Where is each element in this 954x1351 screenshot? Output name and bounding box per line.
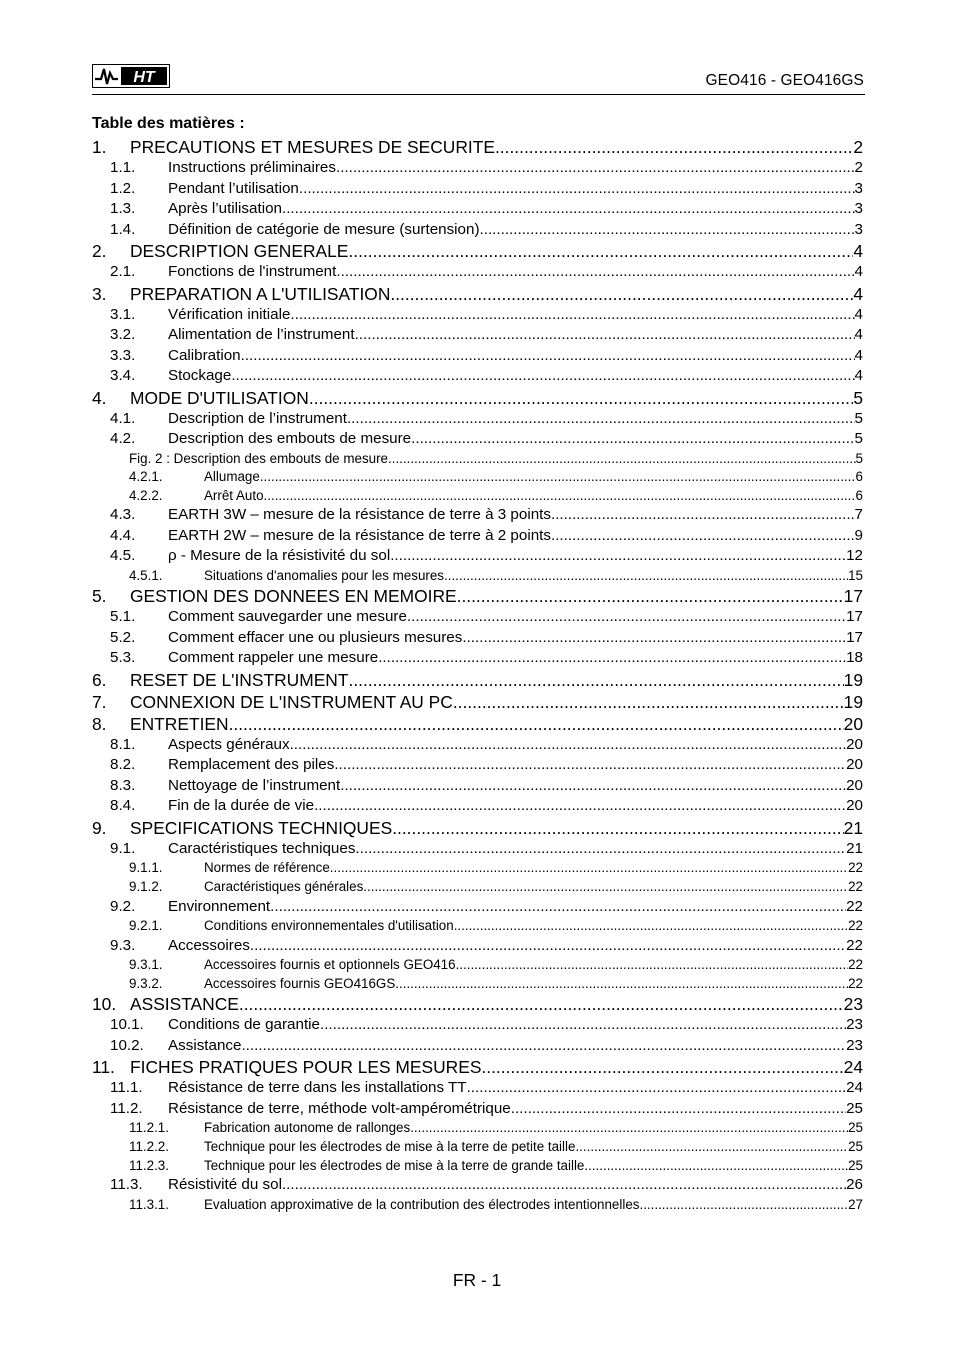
- toc-entry-title: Assistance: [168, 1036, 242, 1054]
- dot-leader: [457, 585, 844, 607]
- toc-entry-page: 7: [854, 506, 863, 524]
- toc-entry-level-1[interactable]: [92, 283, 863, 305]
- toc-entry-number: 9.2.1.: [129, 918, 163, 934]
- dot-leader: [241, 346, 855, 367]
- toc-entry-page: 25: [848, 1157, 863, 1173]
- toc-entry-page: 20: [846, 756, 863, 774]
- page-number: FR - 1: [452, 1270, 502, 1290]
- toc-entry-page: 9: [854, 526, 863, 544]
- dot-leader: [334, 755, 846, 776]
- dot-leader: [348, 240, 853, 262]
- toc-entry-title: Fabrication autonome de rallonges: [204, 1120, 411, 1136]
- toc-entry-level-2[interactable]: [92, 1015, 863, 1036]
- toc-entry-page: 12: [846, 547, 863, 565]
- toc-entry-level-3[interactable]: [92, 917, 863, 936]
- dot-leader: [551, 505, 855, 526]
- toc-entry-title: Définition de catégorie de mesure (surtension): [168, 220, 480, 238]
- toc-entry-page: 20: [846, 735, 863, 753]
- toc-entry-page: 4: [854, 305, 863, 323]
- toc-entry-title: Vérification initiale: [168, 305, 291, 323]
- toc-entry-page: 24: [846, 1079, 863, 1097]
- toc-entry-title: Conditions environnementales d'utilisation: [204, 918, 454, 934]
- toc-entry-number: 3.: [92, 283, 107, 304]
- dot-leader: [336, 262, 854, 283]
- toc-entry-page: 20: [846, 797, 863, 815]
- toc-entry-title: Caractéristiques techniques: [168, 839, 356, 857]
- toc-entry-number: 4.4.: [110, 526, 136, 544]
- ht-logo: [92, 64, 170, 88]
- dot-leader: [231, 366, 854, 387]
- toc-entry-number: 4.2.: [110, 430, 136, 447]
- toc-entry-title: Evaluation approximative de la contribution des électrodes intentionnelles: [204, 1196, 640, 1212]
- document-id: GEO416 - GEO416GS: [705, 72, 864, 89]
- toc-entry-level-2[interactable]: [92, 366, 863, 387]
- toc-entry-title: Aspects généraux: [168, 735, 290, 753]
- dot-leader: [456, 956, 849, 975]
- toc-entry-number: 9.1.: [110, 839, 136, 857]
- toc-entry-number: 10.: [92, 994, 117, 1015]
- toc-entry-number: 11.3.1.: [129, 1196, 169, 1212]
- dot-leader: [407, 607, 846, 628]
- toc-entry-title: MODE D'UTILISATION: [130, 387, 309, 408]
- dot-leader: [639, 1196, 848, 1215]
- toc-entry-page: 20: [846, 776, 863, 794]
- toc-entry-level-1[interactable]: [92, 1056, 863, 1078]
- toc-entry-title: DESCRIPTION GENERALE: [130, 241, 349, 261]
- toc-entry-level-2[interactable]: [92, 776, 863, 797]
- dot-leader: [250, 936, 846, 957]
- toc-entry-title: Normes de référence: [204, 860, 330, 876]
- toc-entry-title: Environnement: [168, 897, 271, 915]
- toc-entry-level-2[interactable]: [92, 262, 863, 283]
- toc-entry-page: 4: [853, 241, 863, 261]
- toc-entry-level-2[interactable]: [92, 897, 863, 918]
- toc-entry-level-2[interactable]: [92, 546, 863, 567]
- dot-leader: [299, 179, 855, 200]
- toc-entry-page: 5: [854, 430, 863, 447]
- toc-entry-level-2[interactable]: [92, 158, 863, 179]
- toc-entry-page: 23: [846, 1016, 863, 1034]
- toc-entry-number: 9.3.2.: [129, 975, 163, 991]
- toc-entry-page: 17: [846, 628, 863, 646]
- toc-entry-number: 11.2.2.: [129, 1138, 169, 1154]
- toc-entry-level-3[interactable]: [92, 975, 863, 994]
- toc-entry-level-3[interactable]: [92, 1157, 863, 1176]
- dot-leader: [355, 839, 846, 860]
- toc-entry-level-2[interactable]: [92, 1099, 863, 1120]
- dot-leader: [340, 776, 846, 797]
- dot-leader: [229, 713, 844, 735]
- toc-entry-level-2[interactable]: [92, 409, 863, 430]
- toc-entry-level-2[interactable]: [92, 1036, 863, 1057]
- toc-entry-level-1[interactable]: [92, 713, 863, 735]
- toc-entry-level-1[interactable]: [92, 817, 863, 839]
- toc-entry-number: 9.1.2.: [129, 878, 163, 894]
- toc-entry-title: Nettoyage de l’instrument: [168, 776, 341, 794]
- toc-entry-number: 4.2.2.: [129, 487, 163, 503]
- toc-entry-title: Pendant l’utilisation: [168, 179, 299, 197]
- toc-entry-number: 8.2.: [110, 756, 136, 774]
- toc-entry-number: 2.: [92, 241, 107, 261]
- toc-entry-page: 22: [848, 860, 863, 876]
- toc-entry-number: 1.3.: [110, 200, 136, 217]
- dot-leader: [481, 1056, 843, 1078]
- dot-leader: [239, 993, 844, 1015]
- toc-entry-number: 2.1.: [110, 263, 136, 280]
- toc-entry-level-2[interactable]: [92, 505, 863, 526]
- toc-entry-level-2[interactable]: [92, 325, 863, 346]
- toc-entry-level-2[interactable]: [92, 936, 863, 957]
- toc-entry-page: 22: [848, 918, 863, 934]
- dot-leader: [320, 1015, 846, 1036]
- toc-entry-page: 22: [846, 936, 863, 954]
- toc-entry-level-1[interactable]: [92, 136, 863, 158]
- toc-entry-number: 4.5.: [110, 547, 136, 565]
- toc-entry-page: 17: [843, 586, 863, 607]
- toc-entry-level-3[interactable]: [92, 1119, 863, 1138]
- toc-entry-level-2[interactable]: [92, 796, 863, 817]
- toc-entry-page: 5: [855, 450, 863, 466]
- toc-entry-number: 9.: [92, 817, 107, 838]
- toc-entry-level-2[interactable]: [92, 199, 863, 220]
- toc-entry-title: CONNEXION DE L'INSTRUMENT AU PC: [130, 691, 453, 712]
- toc-entry-level-1[interactable]: [92, 993, 863, 1015]
- toc-entry-page: 4: [854, 367, 863, 384]
- toc-entry-page: 5: [854, 409, 863, 427]
- toc-entry-number: 1.: [92, 137, 107, 157]
- toc-entry-level-1[interactable]: [92, 669, 863, 691]
- toc-entry-page: 18: [846, 649, 863, 667]
- toc-entry-page: 3: [854, 220, 863, 238]
- toc-entry-title: Accessoires: [168, 936, 250, 954]
- toc-entry-page: 25: [848, 1138, 863, 1154]
- toc-entry-title: Technique pour les électrodes de mise à la terre de grande taille: [204, 1157, 585, 1173]
- toc-entry-page: 24: [843, 1057, 863, 1078]
- dot-leader: [270, 897, 846, 918]
- toc-entry-level-3[interactable]: [92, 468, 863, 487]
- toc-entry-level-3[interactable]: [92, 859, 863, 878]
- dot-leader: [309, 387, 853, 409]
- toc-entry-title: Résistivité du sol: [168, 1176, 282, 1194]
- toc-entry-number: 11.2.3.: [129, 1157, 169, 1173]
- dot-leader: [330, 859, 848, 878]
- toc-figure-entry[interactable]: [92, 450, 863, 469]
- toc-entry-number: 8.: [92, 713, 107, 734]
- dot-leader: [511, 1099, 846, 1120]
- toc-entry-number: 7.: [92, 691, 107, 712]
- toc-entry-page: 22: [848, 878, 863, 894]
- toc-heading: Table des matières :: [92, 115, 245, 132]
- toc-entry-number: 11.1.: [110, 1079, 143, 1097]
- toc-entry-title: Remplacement des piles: [168, 756, 335, 774]
- toc-entry-title: EARTH 3W – mesure de la résistance de terre à 3 points: [168, 506, 551, 524]
- toc-entry-level-2[interactable]: [92, 305, 863, 326]
- toc-entry-page: 21: [846, 839, 863, 857]
- toc-entry-level-3[interactable]: [92, 956, 863, 975]
- dot-leader: [480, 220, 855, 241]
- toc-entry-level-3[interactable]: [92, 567, 863, 586]
- toc-entry-level-2[interactable]: [92, 607, 863, 628]
- toc-entry-page: 23: [843, 994, 863, 1015]
- toc-entry-number: 8.4.: [110, 797, 136, 815]
- toc-entry-title: Après l’utilisation: [168, 200, 282, 217]
- dot-leader: [392, 817, 843, 839]
- toc-entry-title: Fin de la durée de vie: [168, 797, 315, 815]
- dot-leader: [411, 429, 854, 450]
- toc-entry-level-2[interactable]: [92, 346, 863, 367]
- dot-leader: [495, 136, 853, 158]
- dot-leader: [355, 325, 855, 346]
- toc-entry-number: 1.4.: [110, 220, 136, 238]
- toc-entry-title: Alimentation de l’instrument: [168, 326, 355, 343]
- toc-entry-number: 9.1.1.: [129, 860, 163, 876]
- toc-entry-title: Stockage: [168, 367, 232, 384]
- toc-entry-title: ASSISTANCE: [130, 994, 239, 1015]
- toc-entry-title: RESET DE L'INSTRUMENT: [130, 669, 349, 690]
- toc-entry-page: 22: [848, 957, 863, 973]
- toc-entry-level-2[interactable]: [92, 429, 863, 450]
- toc-entry-number: 5.3.: [110, 649, 136, 667]
- toc-entry-level-1[interactable]: [92, 240, 863, 262]
- toc-entry-title: Accessoires fournis et optionnels GEO416: [204, 957, 456, 973]
- toc-entry-number: 1.2.: [110, 179, 136, 197]
- toc-entry-number: 3.1.: [110, 305, 136, 323]
- toc-entry-level-2[interactable]: [92, 220, 863, 241]
- toc-entry-level-2[interactable]: [92, 1175, 863, 1196]
- toc-entry-title: Arrêt Auto: [204, 487, 264, 503]
- toc-entry-title: Calibration: [168, 346, 241, 364]
- toc-entry-title: Résistance de terre dans les installations TT: [168, 1079, 467, 1097]
- toc-entry-title: PRECAUTIONS ET MESURES DE SECURITE: [130, 137, 495, 157]
- toc-entry-title: SPECIFICATIONS TECHNIQUES: [130, 817, 393, 838]
- toc-entry-page: 4: [854, 263, 863, 280]
- dot-leader: [390, 283, 853, 305]
- toc-entry-page: 19: [843, 669, 863, 690]
- dot-leader: [290, 735, 847, 756]
- toc-entry-level-2[interactable]: [92, 1078, 863, 1099]
- toc-entry-title: EARTH 2W – mesure de la résistance de terre à 2 points: [168, 526, 551, 544]
- toc-entry-title: Fonctions de l'instrument: [168, 263, 337, 280]
- dot-leader: [282, 1175, 846, 1196]
- toc-entry-page: 2: [853, 137, 863, 157]
- toc-entry-level-3[interactable]: [92, 1138, 863, 1157]
- toc-entry-level-2[interactable]: [92, 755, 863, 776]
- toc-entry-number: 8.1.: [110, 735, 136, 753]
- toc-entry-number: 6.: [92, 669, 107, 690]
- dot-leader: [314, 796, 846, 817]
- dot-leader: [348, 669, 843, 691]
- toc-entry-title: Fig. 2 : Description des embouts de mesure: [129, 450, 389, 466]
- page-header: [92, 60, 865, 95]
- toc-entry-level-1[interactable]: [92, 387, 863, 409]
- toc-entry-number: 10.1.: [110, 1016, 144, 1034]
- toc-entry-number: 11.2.: [110, 1099, 143, 1117]
- toc-entry-title: ρ - Mesure de la résistivité du sol: [168, 547, 391, 565]
- toc-entry-page: 4: [854, 346, 863, 364]
- dot-leader: [282, 199, 855, 220]
- toc-entry-number: 3.3.: [110, 346, 136, 364]
- toc-entry-number: 8.3.: [110, 776, 136, 794]
- toc-entry-page: 3: [854, 179, 863, 197]
- toc-entry-title: Description de l’instrument: [168, 409, 347, 427]
- dot-leader: [462, 628, 846, 649]
- page-footer: [0, 1270, 954, 1291]
- dot-leader: [241, 1036, 846, 1057]
- toc-entry-title: Accessoires fournis GEO416GS: [204, 975, 396, 991]
- toc-entry-page: 22: [848, 975, 863, 991]
- toc-entry-title: Comment sauvegarder une mesure: [168, 608, 407, 626]
- toc-entry-page: 25: [848, 1120, 863, 1136]
- toc-entry-page: 26: [846, 1176, 863, 1194]
- toc-entry-title: GESTION DES DONNEES EN MEMOIRE: [130, 586, 457, 607]
- dot-leader: [410, 1119, 848, 1138]
- toc-entry-page: 4: [854, 326, 863, 343]
- toc-entry-title: Comment rappeler une mesure: [168, 649, 379, 667]
- toc-entry-number: 9.3.1.: [129, 957, 163, 973]
- svg-text:HT: HT: [133, 69, 155, 86]
- dot-leader: [453, 691, 844, 713]
- toc-entry-number: 3.2.: [110, 326, 136, 343]
- dot-leader: [467, 1078, 847, 1099]
- toc-entry-page: 22: [846, 897, 863, 915]
- toc-entry-number: 9.3.: [110, 936, 136, 954]
- dot-leader: [454, 917, 848, 936]
- dot-leader: [395, 975, 848, 994]
- toc-entry-title: FICHES PRATIQUES POUR LES MESURES: [130, 1057, 482, 1078]
- toc-entry-number: 4.1.: [110, 409, 136, 427]
- toc-entry-title: Conditions de garantie: [168, 1016, 320, 1034]
- dot-leader: [290, 305, 854, 326]
- toc-entry-number: 11.: [92, 1057, 115, 1078]
- toc-entry-page: 17: [846, 608, 863, 626]
- dot-leader: [551, 526, 855, 547]
- toc-entry-number: 5.: [92, 586, 107, 607]
- toc-entry-level-3[interactable]: [92, 878, 863, 897]
- toc-entry-level-2[interactable]: [92, 526, 863, 547]
- toc-entry-title: Allumage: [204, 469, 260, 485]
- toc-entry-number: 4.: [92, 387, 107, 408]
- toc-entry-level-2[interactable]: [92, 839, 863, 860]
- toc-entry-number: 4.3.: [110, 506, 136, 524]
- toc-entry-title: Situations d'anomalies pour les mesures: [204, 567, 444, 583]
- toc-entry-title: Description des embouts de mesure: [168, 430, 412, 447]
- toc-entry-number: 1.1.: [110, 159, 136, 176]
- dot-leader: [444, 567, 848, 586]
- dot-leader: [347, 409, 855, 430]
- toc-entry-page: 3: [854, 200, 863, 217]
- toc-entry-title: Caractéristiques générales: [204, 878, 364, 894]
- toc-entry-page: 19: [843, 691, 863, 712]
- toc-entry-page: 6: [855, 469, 863, 485]
- toc-entry-title: Technique pour les électrodes de mise à la terre de petite taille: [204, 1138, 576, 1154]
- toc-entry-level-2[interactable]: [92, 735, 863, 756]
- toc-entry-level-2[interactable]: [92, 179, 863, 200]
- toc-entry-level-3[interactable]: [92, 487, 863, 506]
- toc-entry-page: 6: [855, 487, 863, 503]
- toc-entry-page: 23: [846, 1036, 863, 1054]
- toc-entry-page: 5: [853, 387, 863, 408]
- toc-entry-number: 9.2.: [110, 897, 136, 915]
- toc-entry-level-2[interactable]: [92, 628, 863, 649]
- toc-entry-page: 20: [843, 713, 863, 734]
- toc-entry-level-2[interactable]: [92, 648, 863, 669]
- toc-entry-level-1[interactable]: [92, 691, 863, 713]
- toc-entry-number: 11.3.: [110, 1176, 143, 1194]
- dot-leader: [363, 878, 848, 897]
- dot-leader: [390, 546, 846, 567]
- toc-entry-number: 5.2.: [110, 628, 136, 646]
- toc-entry-page: 25: [846, 1099, 863, 1117]
- toc-entry-level-3[interactable]: [92, 1196, 863, 1215]
- dot-leader: [378, 648, 846, 669]
- toc-entry-level-1[interactable]: [92, 585, 863, 607]
- toc-entry-page: 15: [848, 567, 863, 583]
- toc-entry-page: 4: [853, 283, 863, 304]
- toc-entry-number: 5.1.: [110, 608, 136, 626]
- toc-entry-number: 11.2.1.: [129, 1120, 169, 1136]
- toc-entry-number: 3.4.: [110, 367, 136, 384]
- toc-entry-title: Instructions préliminaires: [168, 159, 336, 176]
- dot-leader: [575, 1138, 848, 1157]
- toc-entry-title: Résistance de terre, méthode volt-ampérométrique: [168, 1099, 511, 1117]
- dot-leader: [388, 450, 856, 469]
- dot-leader: [260, 468, 856, 487]
- toc-entry-title: PREPARATION A L'UTILISATION: [130, 283, 391, 304]
- toc-entry-page: 21: [843, 817, 863, 838]
- toc-entry-page: 27: [848, 1196, 863, 1212]
- dot-leader: [264, 487, 856, 506]
- toc-entry-number: 10.2.: [110, 1036, 144, 1054]
- toc-entry-page: 2: [854, 159, 863, 176]
- toc-entry-title: ENTRETIEN: [130, 713, 229, 734]
- dot-leader: [584, 1157, 848, 1176]
- table-of-contents: [92, 136, 863, 1214]
- dot-leader: [336, 158, 855, 179]
- toc-entry-title: Comment effacer une ou plusieurs mesures: [168, 628, 463, 646]
- toc-entry-number: 4.2.1.: [129, 469, 163, 485]
- toc-entry-number: 4.5.1.: [129, 567, 163, 583]
